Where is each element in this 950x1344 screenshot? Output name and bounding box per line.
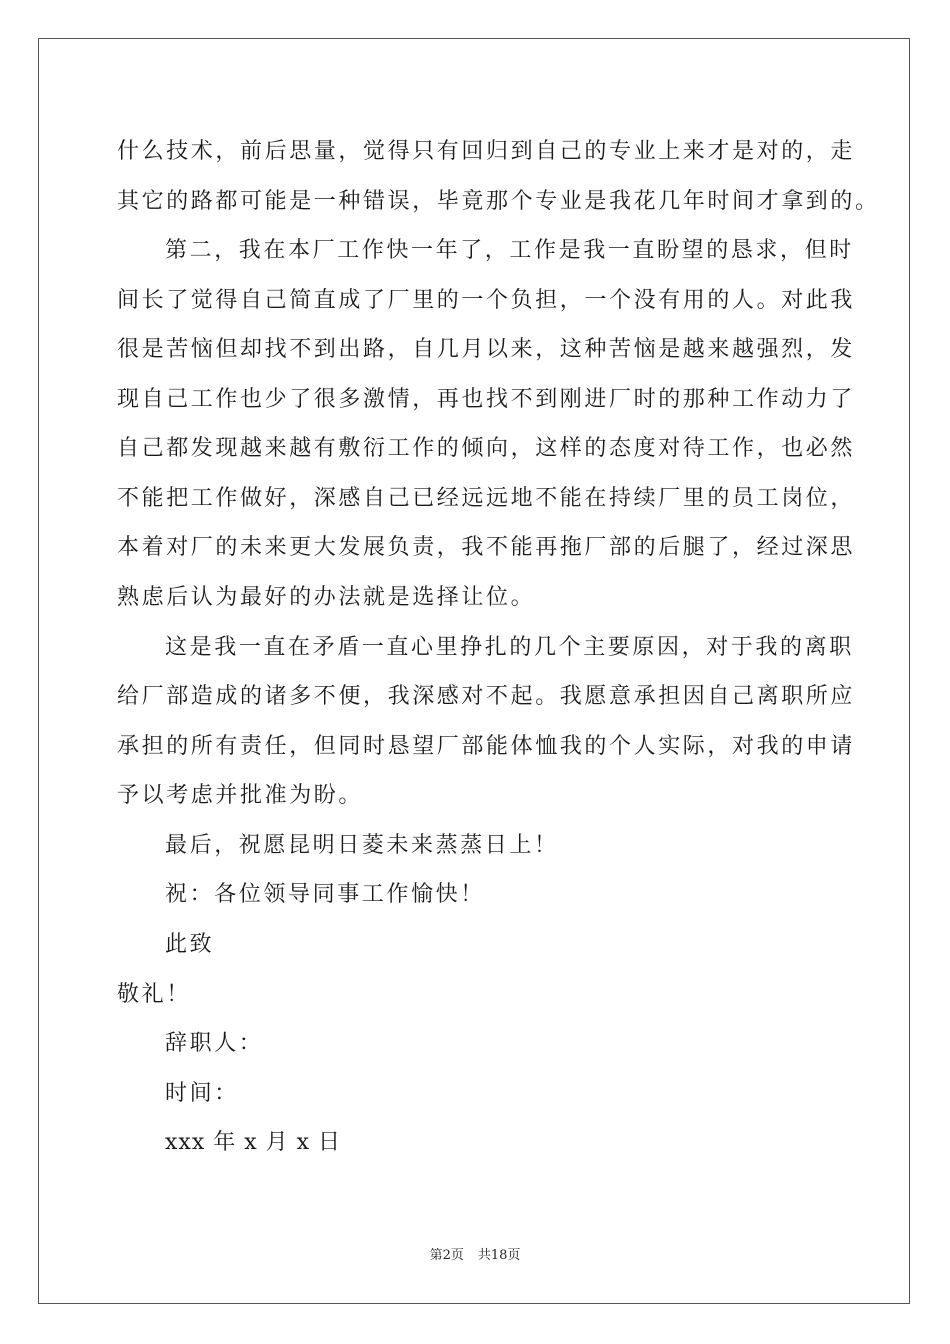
closing-wish: 最后，祝愿昆明日菱未来蒸蒸日上！	[165, 833, 559, 858]
closing-regards: 敬礼！	[117, 982, 191, 1007]
body-line-6: 现自己工作也少了很多激情，再也找不到刚进厂时的那种工作动力了	[117, 387, 856, 412]
closing-salutation: 此致	[165, 932, 215, 957]
body-line-4: 间长了觉得自己简直成了厂里的一个负担，一个没有用的人。对此我	[117, 288, 856, 313]
body-line-3: 第二，我在本厂工作快一年了，工作是我一直盼望的恳求，但时	[165, 238, 854, 263]
body-line-2: 其它的路都可能是一种错误，毕竟那个专业是我花几年时间才拿到的。	[117, 189, 880, 214]
date-line: xxx 年 x 月 x 日	[165, 1130, 342, 1155]
resigner-label: 辞职人：	[165, 1031, 264, 1056]
body-line-11: 这是我一直在矛盾一直心里挣扎的几个主要原因，对于我的离职	[165, 635, 854, 660]
body-line-14: 予以考虑并批准为盼。	[117, 783, 364, 808]
body-line-13: 承担的所有责任，但同时恳望厂部能体恤我的个人实际，对我的申请	[117, 734, 856, 759]
body-line-10: 熟虑后认为最好的办法就是选择让位。	[117, 585, 536, 610]
time-label: 时间：	[165, 1081, 239, 1106]
page-total: 共18页	[477, 1248, 521, 1263]
body-line-9: 本着对厂的未来更大发展负责，我不能再拖厂部的后腿了，经过深思	[117, 535, 856, 560]
page-number: 第2页	[429, 1248, 464, 1263]
body-line-8: 不能把工作做好，深感自己已经远远地不能在持续厂里的员工岗位，	[117, 486, 856, 511]
body-line-7: 自己都发现越来越有敷衍工作的倾向，这样的态度对待工作，也必然	[117, 436, 856, 461]
body-line-5: 很是苦恼但却找不到出路，自几月以来，这种苦恼是越来越强烈，发	[117, 337, 856, 362]
page-footer	[0, 1248, 950, 1264]
closing-blessing: 祝：各位领导同事工作愉快！	[165, 882, 485, 907]
body-line-12: 给厂部造成的诸多不便，我深感对不起。我愿意承担因自己离职所应	[117, 684, 856, 709]
page-border	[38, 38, 910, 1304]
body-line-1: 什么技术，前后思量，觉得只有回归到自己的专业上来才是对的，走	[117, 139, 856, 164]
